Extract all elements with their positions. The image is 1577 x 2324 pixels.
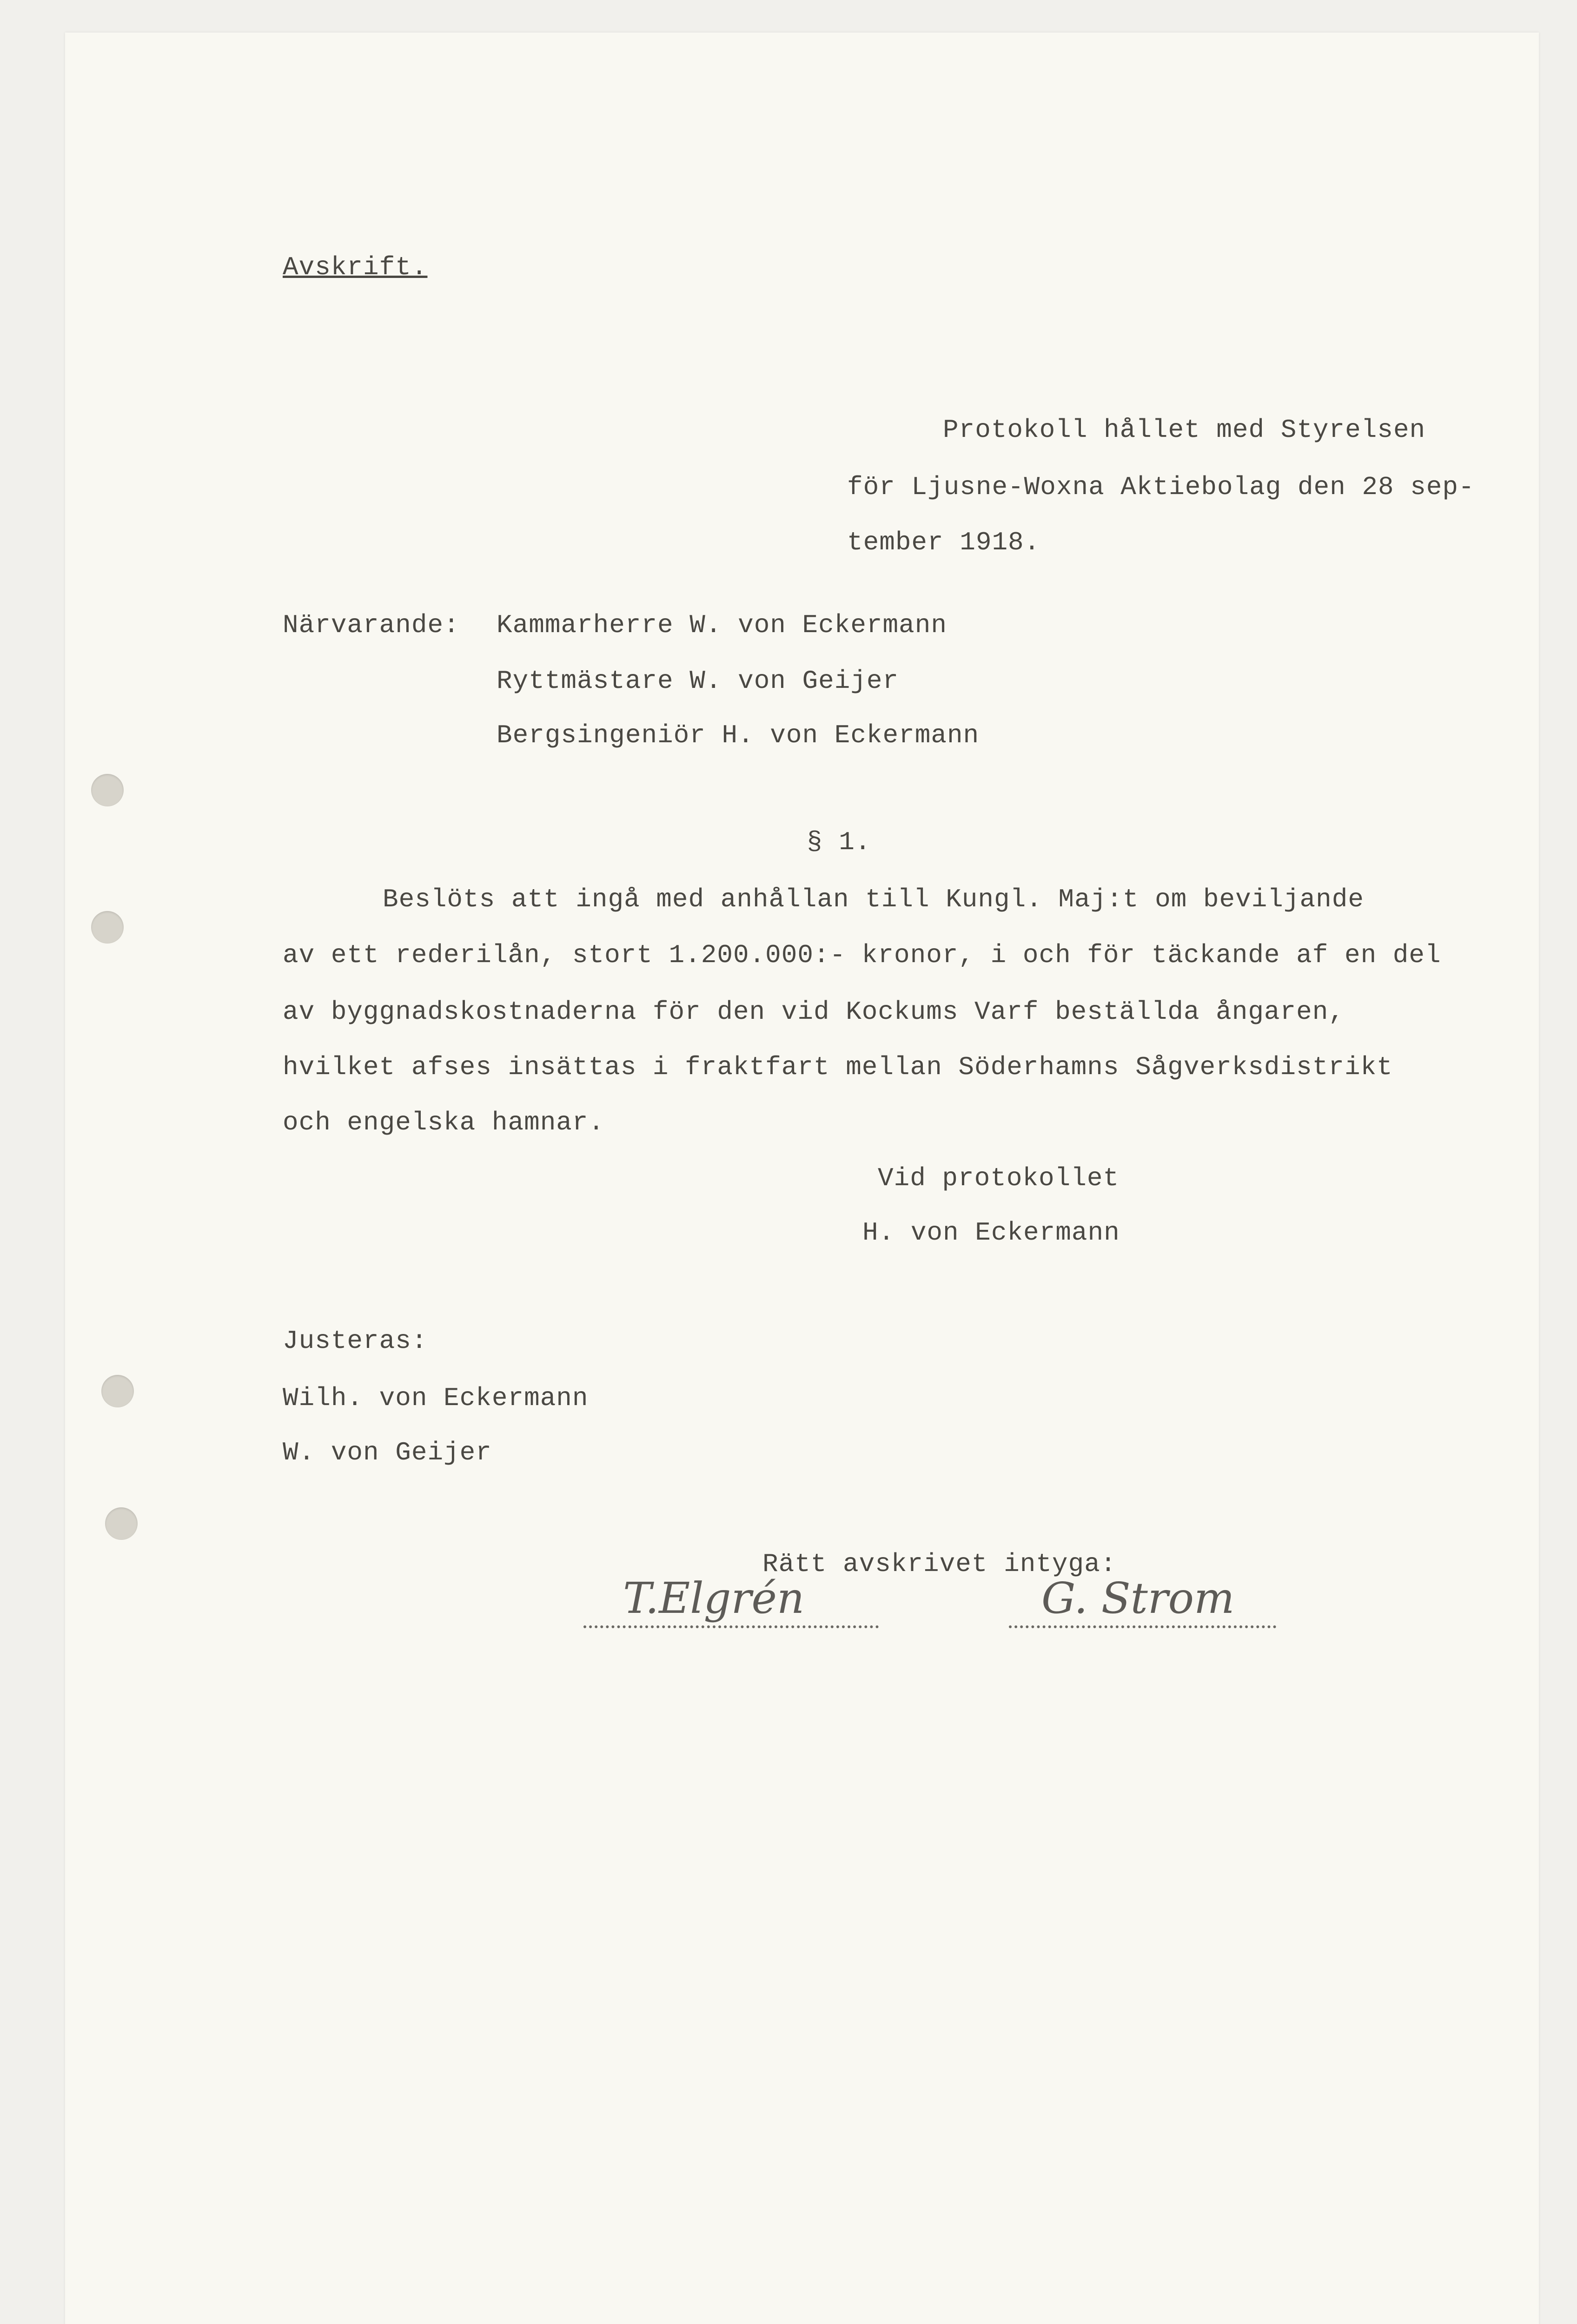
signature-dotted-line-2 [1009, 1625, 1276, 1628]
present-name-3: Bergsingeniör H. von Eckermann [497, 720, 980, 750]
present-label: Närvarande: [283, 610, 460, 640]
document-page [65, 33, 1539, 2324]
verification-name-1: Wilh. von Eckermann [283, 1383, 589, 1413]
verification-label: Justeras: [283, 1326, 428, 1356]
punch-hole [101, 1375, 134, 1407]
signature-1: T.Elgrén [623, 1573, 805, 1623]
verification-name-2: W. von Geijer [283, 1438, 492, 1467]
body-line-1: Beslöts att ingå med anhållan till Kungl. Maj:t om beviljande [383, 885, 1364, 914]
minutes-name: H. von Eckermann [862, 1218, 1120, 1248]
minutes-label: Vid protokollet [878, 1163, 1120, 1193]
body-line-5: och engelska hamnar. [283, 1108, 605, 1137]
present-name-1: Kammarherre W. von Eckermann [497, 610, 947, 640]
present-name-2: Ryttmästare W. von Geijer [497, 666, 899, 696]
protocol-line-2: för Ljusne-Woxna Aktiebolag den 28 sep- [847, 472, 1475, 502]
body-line-2: av ett rederilån, stort 1.200.000:- kronor, i och för täckande af en del [283, 940, 1441, 970]
protocol-line-1: Protokoll hållet med Styrelsen [943, 415, 1426, 445]
protocol-line-3: tember 1918. [847, 528, 1040, 557]
punch-hole [91, 774, 124, 806]
signature-2: G. Strom [1041, 1573, 1235, 1623]
heading: Avskrift. [283, 252, 428, 282]
punch-hole [91, 911, 124, 944]
certification-label: Rätt avskrivet intyga: [762, 1549, 1117, 1579]
body-line-4: hvilket afses insättas i fraktfart mellan Söderhamns Sågverksdistrikt [283, 1052, 1393, 1082]
punch-hole [105, 1507, 138, 1540]
body-line-3: av byggnadskostnaderna för den vid Kockums Varf beställda ångaren, [283, 997, 1345, 1027]
signature-dotted-line-1 [583, 1625, 879, 1628]
section-mark: § 1. [807, 827, 871, 857]
